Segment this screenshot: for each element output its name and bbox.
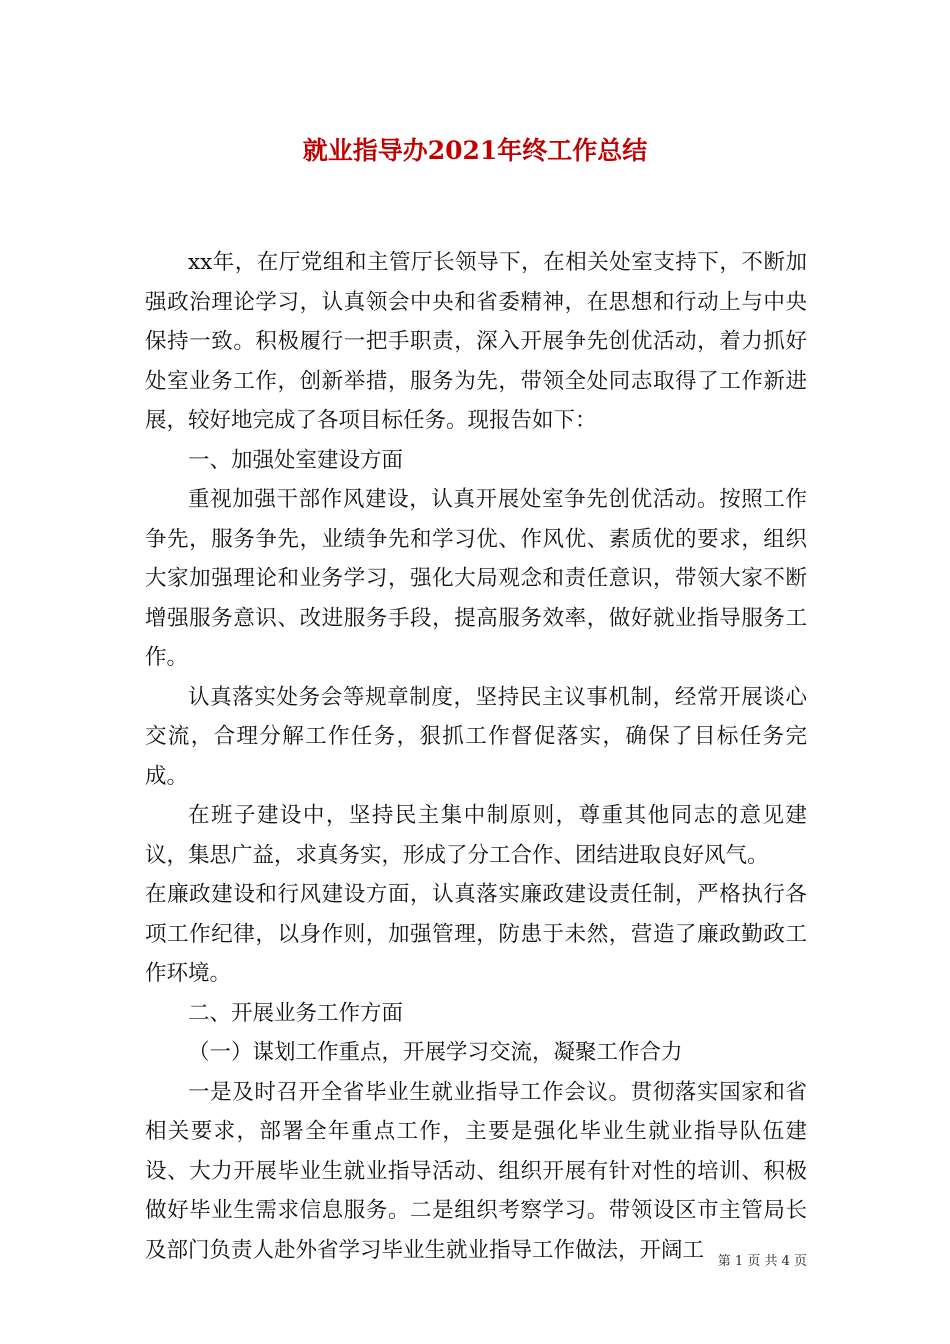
paragraph-style: 重视加强干部作风建设，认真开展处室争先创优活动。按照工作争先，服务争先，业绩争先和学习优、作风优、素质优的要求，组织大家加强理论和业务学习，强化大局观念和责任意识，带领大家不断增强服务意识、改进服务手段，提高服务效率，做好就业指导服务工作。 xyxy=(145,487,807,670)
paragraph-team: 在班子建设中，坚持民主集中制原则，尊重其他同志的意见建议，集思广益，求真务实，形成了分工合作、团结进取良好风气。 xyxy=(145,803,807,868)
document-title: 就业指导办2021年终工作总结 xyxy=(302,136,648,165)
document-body xyxy=(145,243,807,1270)
paragraph-rules: 认真落实处务会等规章制度，坚持民主议事机制，经常开展谈心交流，合理分解工作任务，狠抓工作督促落实，确保了目标任务完成。 xyxy=(145,684,807,789)
page-indicator: 第 1 页 共 4 页 xyxy=(717,1254,807,1269)
section-heading-2: 二、开展业务工作方面 xyxy=(188,1000,404,1026)
section-heading-1: 一、加强处室建设方面 xyxy=(188,447,404,473)
paragraph-meeting: 一是及时召开全省毕业生就业指导工作会议。贯彻落实国家和省相关要求，部署全年重点工作，主要是强化毕业生就业指导队伍建设、大力开展毕业生就业指导活动、组织开展有针对性的培训、积极做好毕业生需求信息服务。二是组织考察学习。带领设区市主管局长及部门负责人赴外省学习毕业生就业指导工作做法，开阔工 xyxy=(145,1079,807,1263)
subsection-heading-1: （一）谋划工作重点，开展学习交流，凝聚工作合力 xyxy=(188,1040,683,1065)
paragraph-intro: xx年，在厅党组和主管厅长领导下，在相关处室支持下，不断加强政治理论学习，认真领会中央和省委精神，在思想和行动上与中央保持一致。积极履行一把手职责，深入开展争先创优活动，着力抓好处室业务工作，创新举措，服务为先，带领全处同志取得了工作新进展，较好地完成了各项目标任务。现报告如下： xyxy=(145,250,807,433)
paragraph-integrity: 在廉政建设和行风建设方面，认真落实廉政建设责任制，严格执行各项工作纪律，以身作则，加强管理，防患于未然，营造了廉政勤政工作环境。 xyxy=(145,882,807,986)
